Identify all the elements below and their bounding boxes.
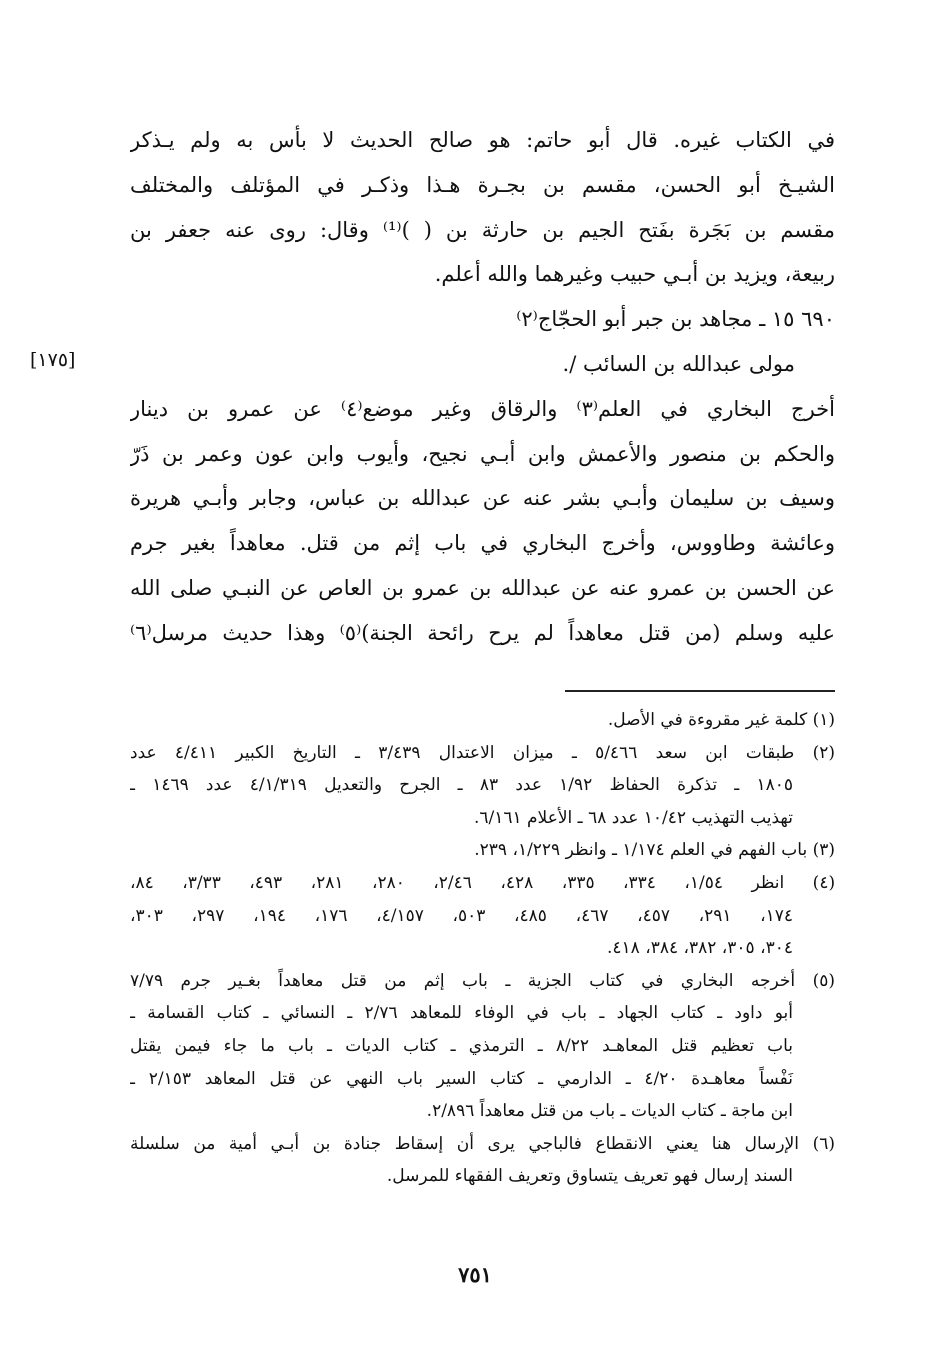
body-line: الشيـخ أبو الحسن، مقسم بن بجـرة هـذا وذكـر في المؤتلف والمختلف [130,172,835,197]
footnote-line: أبو داود ـ كتاب الجهاد ـ باب في الوفاء للمعاهد ٢/٧٦ ـ النسائي ـ كتاب القسامة ـ [130,1003,793,1024]
footnotes [130,704,835,1193]
margin-page-reference: [١٧٥] [30,349,76,371]
footnote-line: ابن ماجة ـ كتاب الديات ـ باب من قتل معاهداً ٢/٨٩٦. [426,1101,793,1122]
body-line: وعائشة وطاووس، وأخرج البخاري في باب إثم من قتل. معاهداً بغير جرم [130,531,835,556]
entry-heading: ٦٩٠ ١٥ ـ مجاهد بن جبر أبو الحجّاج⁽٢⁾ [516,307,835,332]
body-line: في الكتاب غيره. قال أبو حاتم: هو صالح الحديث لا بأس به ولم يـذكر [130,128,835,152]
body-text [130,118,835,656]
body-line: أخرج البخاري في العلم⁽٣⁾ والرقاق وغير موضع⁽٤⁾ عن عمرو بن دينار [130,396,835,421]
body-line: مقسم بن بَجَرة بفَتح الجيم بن حارثة بن ( )⁽¹⁾ وقال: روى عنه جعفر بن [130,217,835,242]
footnote-line: (٥) أخرجه البخاري في كتاب الجزية ـ باب إثم من قتل معاهداً بغـير جرم ٧/٧٩ [130,970,835,991]
footnote-line: (٦) الإرسال هنا يعني الانقطاع فالباجي يرى أن إسقاط جنادة بن أبـي أمية من سلسلة [130,1133,835,1154]
body-line: مولى عبدالله بن السائب /. [562,351,795,376]
body-line: عليه وسلم (من قتل معاهداً لم يرح رائحة الجنة)⁽٥⁾ وهذا حديث مرسل⁽٦⁾ [130,620,835,645]
page-number: ٧٥١ [458,1262,492,1287]
footnote-line: ٣٠٤، ٣٠٥، ٣٨٢، ٣٨٤، ٤١٨. [607,938,793,959]
body-line: والحكم بن منصور والأعمش وابن أبـي نجيح، وأيوب وابن عون وعمر بن ذَرّ [130,441,835,466]
footnote-line: تهذيب التهذيب ١٠/٤٢ عدد ٦٨ ـ الأعلام ٦/١٦١. [473,807,793,828]
body-line: ربيعة، ويزيد بن أبـي حبيب وغيرهما والله أعلم. [434,262,835,287]
footnote-line: (٢) طبقات ابن سعد ٥/٤٦٦ ـ ميزان الاعتدال ٣/٤٣٩ ـ التاريخ الكبير ٤/٤١١ عدد [130,742,835,763]
body-line: عن الحسن بن عمرو عنه عن عبدالله بن عمرو بن العاص عن النبـي صلى الله [130,575,835,600]
footnote-line: ١٨٠٥ ـ تذكرة الحفاظ ١/٩٢ عدد ٨٣ ـ الجرح والتعديل ٤/١/٣١٩ عدد ١٤٦٩ ـ [130,775,794,796]
footnote-line: ١٧٤، ٢٩١، ٤٥٧، ٤٦٧، ٤٨٥، ٥٠٣، ٤/١٥٧، ١٧٦، ١٩٤، ٢٩٧، ٣٠٣، [130,905,794,926]
footnote-line: باب تعظيم قتل المعاهـد ٨/٢٢ ـ الترمذي ـ كتاب الديات ـ باب ما جاء فيمن يقتل [130,1035,793,1056]
footnote-line: (٤) انظر ١/٥٤، ٣٣٤، ٣٣٥، ٤٢٨، ٢/٤٦، ٢٨٠، ٢٨١، ٤٩٣، ٣/٣٣، ٨٤، [130,872,835,893]
footnote-divider [565,690,835,692]
footnote-line: (٣) باب الفهم في العلم ١/١٧٤ ـ وانظر ١/٢٢٩، ٢٣٩. [474,840,835,861]
body-line: وسيف بن سليمان وأبـي بشر عنه عن عبدالله بن عباس، وجابر وأبـي هريرة [130,486,835,511]
footnote-line: نَفْساً معاهـدة ٤/٢٠ ـ الدارمي ـ كتاب السير باب النهي عن قتل المعاهد ٢/١٥٣ ـ [130,1068,793,1089]
footnote-line: (١) كلمة غير مقروءة في الأصل. [607,710,835,730]
footnote-line: السند إرسال فهو تعريف يتساوق وتعريف الفقهاء للمرسل. [386,1166,793,1187]
